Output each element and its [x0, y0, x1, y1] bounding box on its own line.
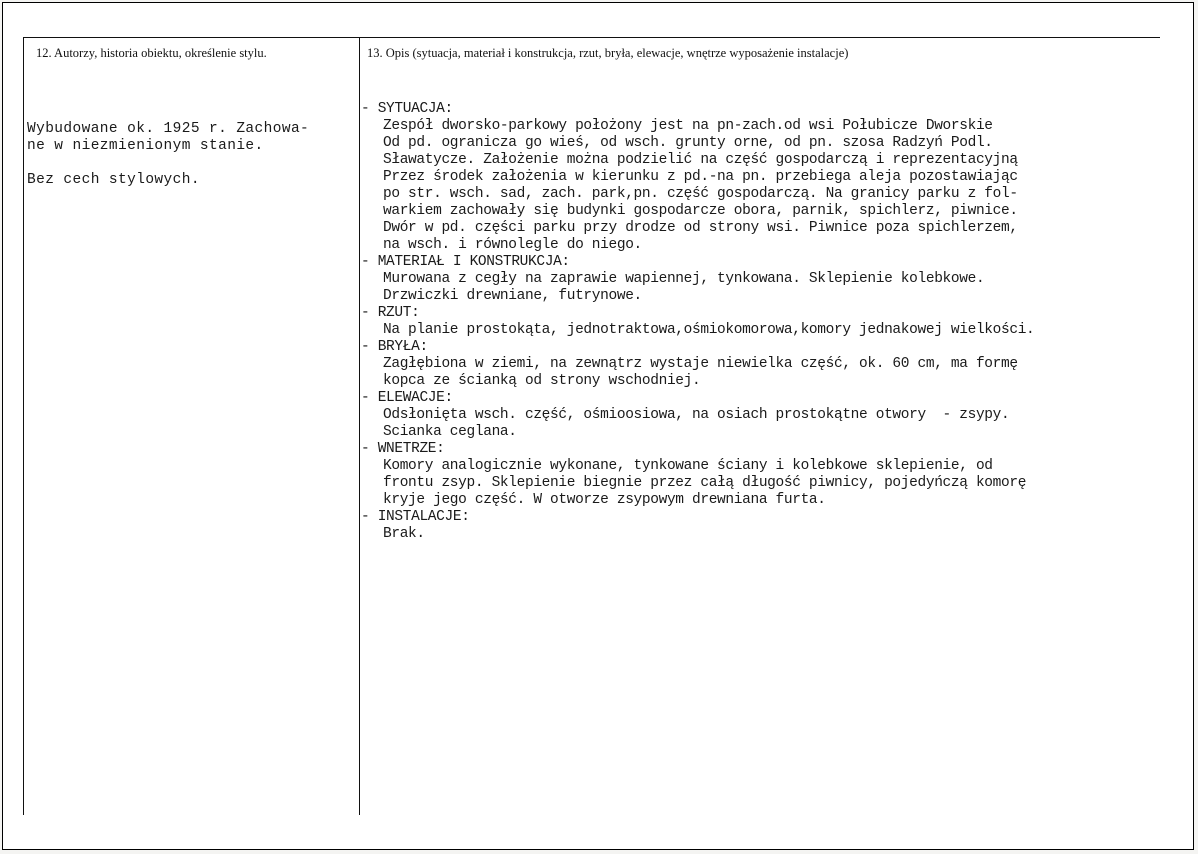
- column-header-authors-history: 12. Autorzy, historia obiektu, określenie stylu.: [36, 46, 267, 60]
- section-line: po str. wsch. sad, zach. park,pn. część gospodarczą. Na granicy parku z fol-: [383, 186, 1018, 202]
- section-line: Odsłonięta wsch. część, ośmioosiowa, na osiach prostokątne otwory - zsypy.: [383, 407, 1010, 423]
- section-line: Dwór w pd. części parku przy drodze od strony wsi. Piwnice poza spichlerzem,: [383, 220, 1018, 236]
- authors-history-content: [27, 121, 352, 189]
- section-line: Scianka ceglana.: [383, 424, 517, 440]
- column-header-description: 13. Opis (sytuacja, materiał i konstrukcja, rzut, bryła, elewacje, wnętrze wyposażenie instalacje): [367, 46, 849, 60]
- section-line: Od pd. ogranicza go wieś, od wsch. grunty orne, od pn. szosa Radzyń Podl.: [383, 135, 993, 151]
- section-title-rzut: - RZUT:: [361, 305, 420, 321]
- section-line: Brak.: [383, 526, 425, 542]
- column-divider: [359, 38, 360, 815]
- section-title-instalacje: - INSTALACJE:: [361, 509, 470, 525]
- section-line: frontu zsyp. Sklepienie biegnie przez całą długość piwnicy, pojedyńczą komorę: [383, 475, 1027, 491]
- section-line: kopca ze ścianką od strony wschodniej.: [383, 373, 701, 389]
- section-title-elewacje: - ELEWACJE:: [361, 390, 453, 406]
- section-title-sytuacja: - SYTUACJA:: [361, 101, 453, 117]
- section-line: Komory analogicznie wykonane, tynkowane ściany i kolebkowe sklepienie, od: [383, 458, 993, 474]
- section-title-material: - MATERIAŁ I KONSTRUKCJA:: [361, 254, 570, 270]
- section-line: warkiem zachowały się budynki gospodarcze obora, parnik, spichlerz, piwnice.: [383, 203, 1018, 219]
- section-line: Sławatycze. Założenie można podzielić na część gospodarczą i reprezentacyjną: [383, 152, 1018, 168]
- style-note: Bez cech stylowych.: [27, 172, 200, 188]
- spacer: [27, 155, 352, 172]
- history-line: Wybudowane ok. 1925 r. Zachowa-: [27, 121, 310, 137]
- section-line: Murowana z cegły na zaprawie wapiennej, tynkowana. Sklepienie kolebkowe.: [383, 271, 985, 287]
- section-line: Przez środek założenia w kierunku z pd.-na pn. przebiega aleja pozostawiając: [383, 169, 1018, 185]
- description-content: [361, 101, 1181, 543]
- section-title-bryla: - BRYŁA:: [361, 339, 428, 355]
- section-line: Zespół dworsko-parkowy położony jest na pn-zach.od wsi Połubicze Dworskie: [383, 118, 993, 134]
- section-line: na wsch. i równolegle do niego.: [383, 237, 642, 253]
- section-line: Na planie prostokąta, jednotraktowa,ośmiokomorowa,komory jednakowej wielkości.: [383, 322, 1035, 338]
- section-line: Zagłębiona w ziemi, na zewnątrz wystaje niewielka część, ok. 60 cm, ma formę: [383, 356, 1018, 372]
- history-line: ne w niezmienionym stanie.: [27, 138, 264, 154]
- section-line: kryje jego część. W otworze zsypowym drewniana furta.: [383, 492, 826, 508]
- section-line: Drzwiczki drewniane, futrynowe.: [383, 288, 642, 304]
- section-title-wnetrze: - WNETRZE:: [361, 441, 445, 457]
